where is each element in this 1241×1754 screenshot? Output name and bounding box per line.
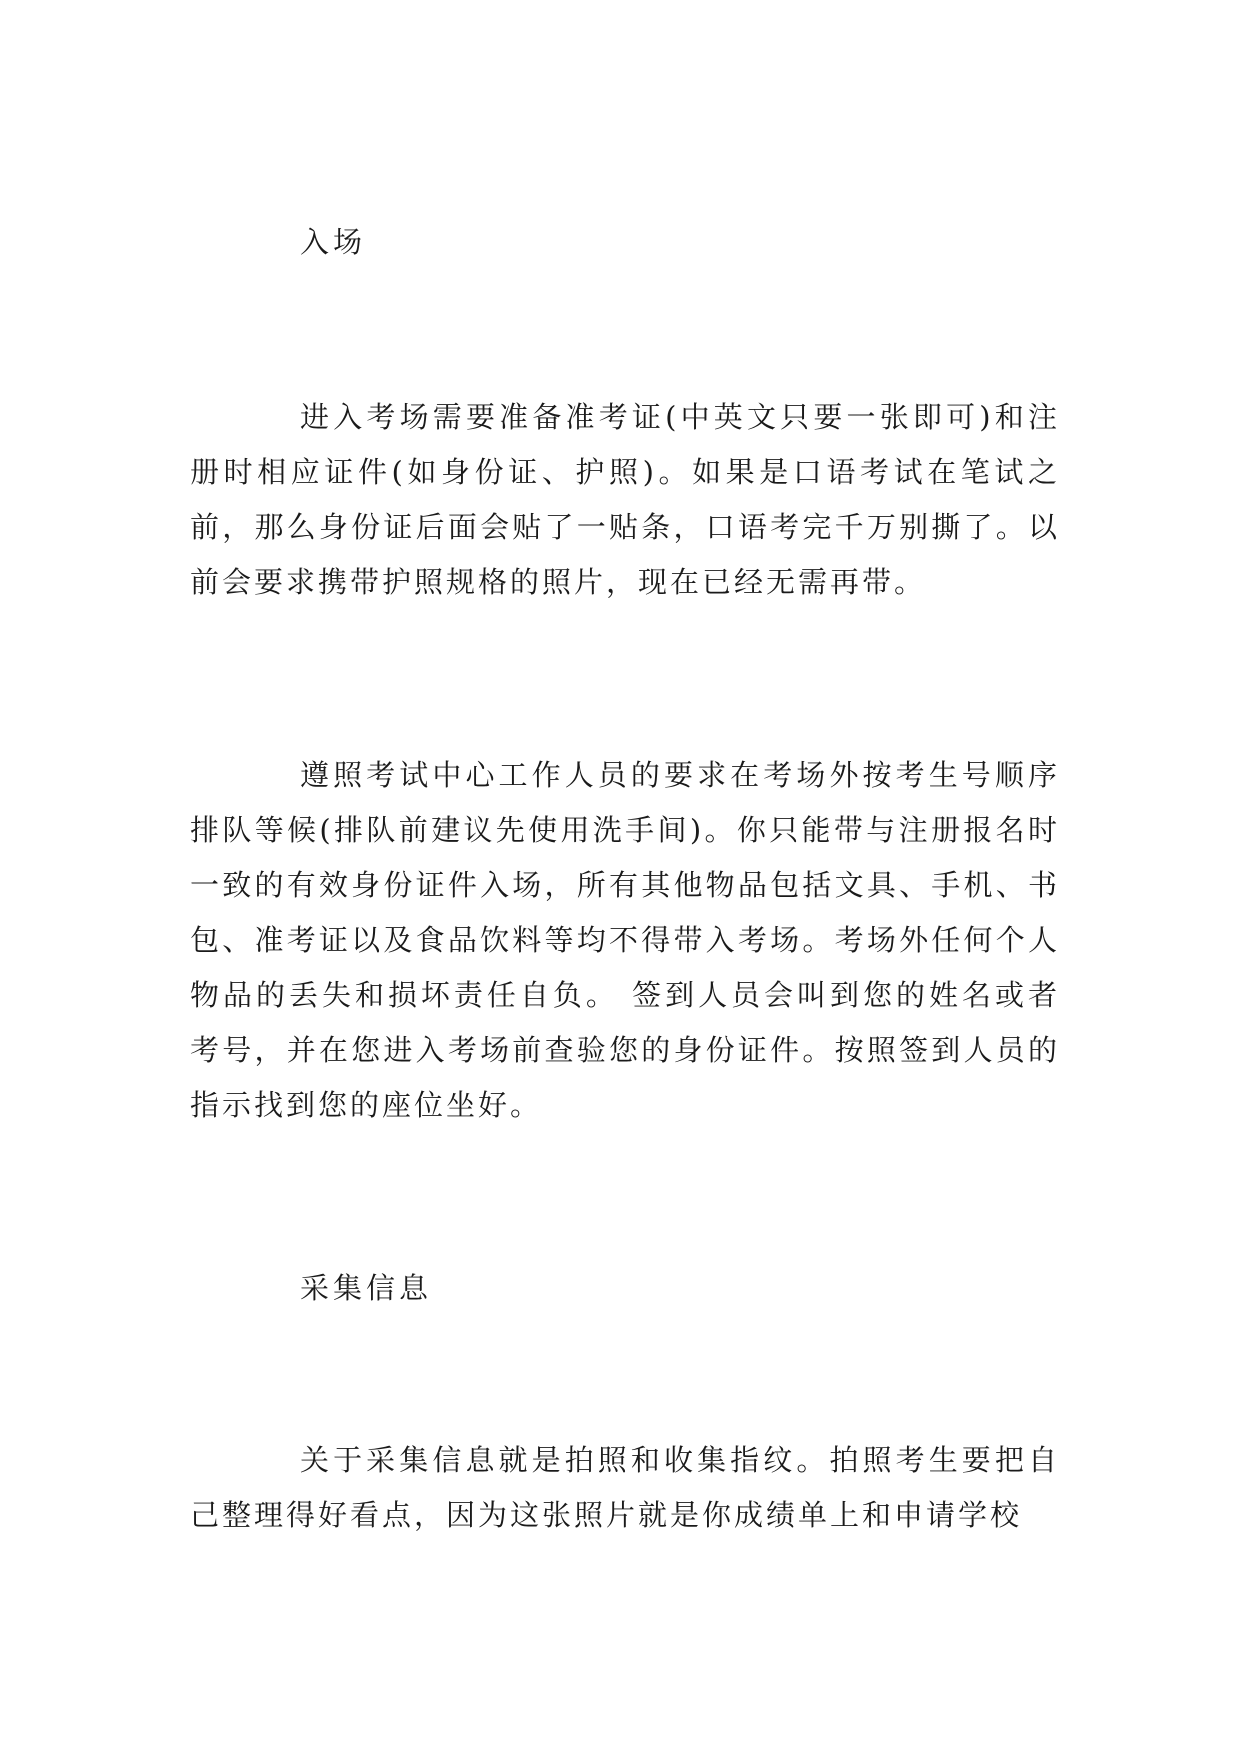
section-heading-info-collection: 采集信息 [300,1271,433,1305]
paragraph-info-collection: 关于采集信息就是拍照和收集指纹。拍照考生要把自己整理得好看点，因为这张照片就是你成绩单上和申请学校 [190,1443,1060,1532]
paragraph-entry-queue: 遵照考试中心工作人员的要求在考场外按考生号顺序排队等候(排队前建议先使用洗手间)。你只能带与注册报名时一致的有效身份证件入场，所有其他物品包括文具、手机、书包、准考证以及食品饮料等均不得带入考场。考场外任何个人物品的丢失和损坏责任自负。 签到人员会叫到您的姓名或者考号，并在您进入考场前查验您的身份证件。按照签到人员的指示找到您的座位坐好。 [190,758,1060,1122]
paragraph-entry-documents: 进入考场需要准备准考证(中英文只要一张即可)和注册时相应证件(如身份证、护照)。如果是口语考试在笔试之前，那么身份证后面会贴了一贴条，口语考完千万别撕了。以前会要求携带护照规格的照片，现在已经无需再带。 [190,400,1060,599]
section-heading-entry: 入场 [300,225,367,259]
